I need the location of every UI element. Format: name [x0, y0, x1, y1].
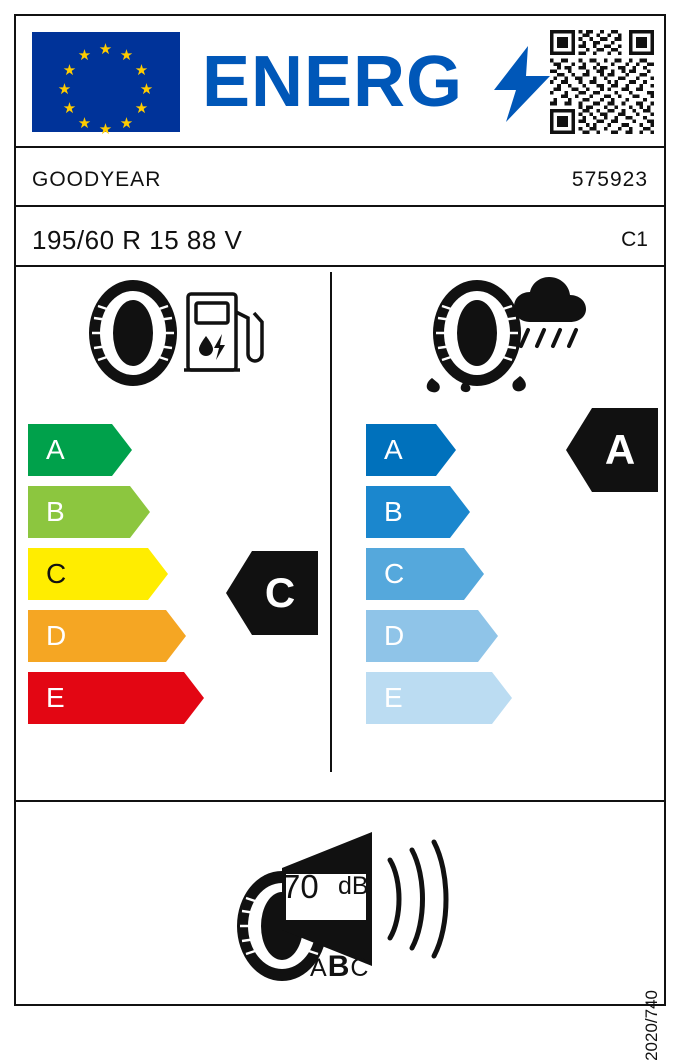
label-header	[16, 16, 664, 144]
grade-letter: B	[384, 496, 403, 527]
wet-rating-letter: A	[604, 426, 636, 473]
fuel-rating-letter: C	[264, 569, 296, 616]
energ-title: ENERG	[202, 42, 464, 122]
noise-class-c: C	[350, 954, 370, 982]
tyre-icon	[89, 280, 177, 386]
noise-class-a: A	[310, 954, 328, 982]
divider-center	[330, 272, 332, 772]
fuel-efficiency-pictogram	[84, 278, 264, 388]
eu-flag: ★ ★ ★ ★ ★ ★ ★ ★ ★ ★ ★ ★	[32, 32, 180, 132]
grade-letter: D	[384, 620, 405, 651]
grade-letter: C	[384, 558, 405, 589]
wet-rating-badge	[566, 408, 658, 492]
energy-bolt-icon	[494, 46, 550, 122]
wet-grip-pictogram	[420, 278, 610, 396]
brand-name: GOODYEAR	[32, 168, 162, 191]
grade-letter: C	[46, 558, 67, 589]
tyre-size: 195/60 R 15 88 V	[32, 225, 243, 255]
fuel-pump-icon	[184, 294, 262, 370]
grade-bar	[366, 486, 470, 538]
grade-letter: D	[46, 620, 67, 651]
tyre-code: 575923	[571, 168, 648, 191]
divider-brand	[16, 205, 664, 207]
fuel-rating-badge	[226, 551, 318, 635]
grade-letter: B	[46, 496, 65, 527]
divider-noise	[16, 800, 664, 802]
fuel-drop-icon	[199, 334, 225, 360]
rain-cloud-icon	[514, 277, 586, 346]
noise-value: 70	[282, 868, 319, 905]
tyre-wet-icon	[427, 280, 526, 392]
regulation-reference: 2020/740	[642, 990, 661, 1061]
noise-unit: dB	[338, 872, 369, 900]
divider-header	[16, 146, 664, 148]
qr-code	[550, 30, 654, 134]
sound-waves-icon	[390, 842, 446, 956]
noise-class-selected: B	[327, 950, 351, 983]
divider-size	[16, 265, 664, 267]
grade-letter: E	[46, 682, 65, 713]
grade-bar	[366, 424, 456, 476]
tyre-class: C1	[621, 228, 648, 251]
grade-letter: A	[46, 434, 65, 465]
grade-letter: A	[384, 434, 403, 465]
grade-bar	[28, 424, 132, 476]
noise-class-scale	[310, 950, 369, 984]
grade-letter: E	[384, 682, 403, 713]
